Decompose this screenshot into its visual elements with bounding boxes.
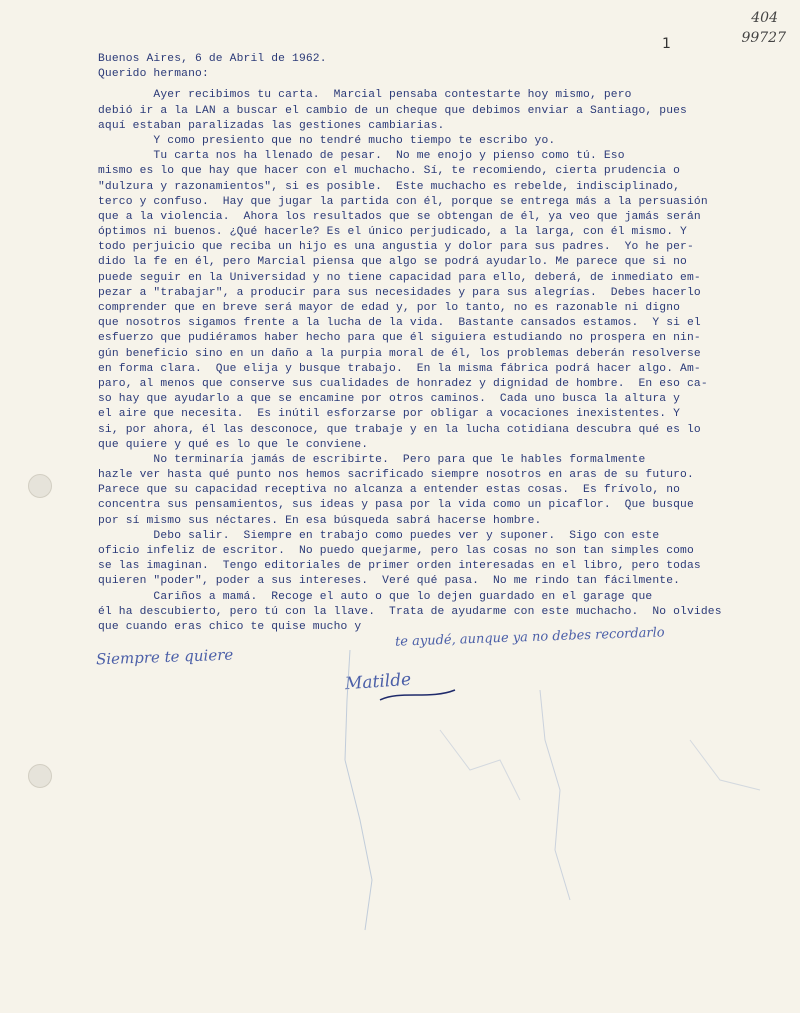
letter-line: comprender que en breve será mayor de edad y, por lo tanto, no es razonable ni digno [98,302,681,314]
letter-line: óptimos ni buenos. ¿Qué hacerle? Es el único perjudicado, a la larga, con él mismo. Y [98,226,687,239]
letter-line: si, por ahora, él las desconoce, que trabaje y en la lucha cotidiana descubra qué es lo [98,423,701,436]
letter-line: quieren "poder", poder a sus intereses. Veré qué pasa. No me rindo tan fácilmente. [98,575,681,588]
letter-line: hazle ver hasta qué punto nos hemos sacrificado siempre nosotros en aras de su futuro. [98,469,694,482]
letter-line: que quiere y qué es lo que le conviene. [98,438,369,451]
letter-line: Buenos Aires, 6 de Abril de 1962. [98,53,327,65]
letter-line: Cariños a mamá. Recoge el auto o que lo dejen guardado en el garage que [98,590,653,603]
letter-line: en forma clara. Que elija y busque trabajo. En la misma fábrica podrá hacer algo. Am- [98,362,701,375]
handwritten-closing: Siempre te quiere [95,645,234,669]
letter-line: se las imaginan. Tengo editoriales de primer orden interesadas en el libro, pero todas [98,560,701,573]
letter-line: debió ir a la LAN a buscar el cambio de un cheque que debimos enviar a Santiago, pues [98,104,687,117]
letter-line: No terminaría jamás de escribirte. Pero para que le hables formalmente [98,453,646,466]
letter-line: oficio infeliz de escritor. No puedo quejarme, pero las cosas no son tan simples como [98,545,694,557]
letter-line: Tu carta nos ha llenado de pesar. No me enojo y pienso como tú. Eso [98,150,625,163]
letter-line: todo perjuicio que reciba un hijo es una angustia y dolor para sus padres. Yo he per- [98,241,694,254]
letter-line: dido la fe en él, pero Marcial piensa que algo se podrá ayudarlo. Me parece que si no [98,256,687,269]
letter-line: mismo es lo que hay que hacer con el muchacho. Sí, te recomiendo, cierta prudencia o [98,165,681,178]
letter-line: terco y confuso. Hay que jugar la partida con él, porque se entrega más a la persuasión [98,195,708,208]
letter-line: que nosotros sigamos frente a la lucha de la vida. Bastante cansados estamos. Y si el [98,317,701,330]
letter-line: aquí estaban paralizadas las gestiones cambiarias. [98,119,445,132]
letter-line: gún beneficio sino en un daño a la purpia moral de él, los problemas deberán resolverse [98,347,701,360]
letter-line: puede seguir en la Universidad y no tiene capacidad para ello, deberá, de inmediato em- [98,271,701,284]
handwritten-continuation: te ayudé, aunque ya no debes recordarlo [394,625,665,650]
letter-line: Querido hermano: [98,68,209,81]
signature: Matilde [344,669,412,695]
letter-line: Parece que su capacidad receptiva no alcanza a entender estas cosas. Es frívolo, no [98,484,681,497]
letter-line: Ayer recibimos tu carta. Marcial pensaba contestarte hoy mismo, pero [98,89,632,102]
letter-line: que a la violencia. Ahora los resultados que se obtengan de él, ya veo que jamás serán [98,210,701,223]
letter-line: Debo salir. Siempre en trabajo como puedes ver y suponer. Sigo con este [98,529,660,542]
letter-line: por sí mismo sus néctares. En esa búsqueda sabrá hacerse hombre. [98,514,542,527]
letter-line: esfuerzo que pudiéramos haber hecho para que él siguiera estudiando no prospera en nin- [98,332,701,345]
letter-line: concentra sus pensamientos, sus ideas y pasa por la vida como un picaflor. Que busque [98,499,694,512]
letter-line: pezar a "trabajar", a producir para sus necesidades y para sus alegrías. Debes hacerlo [98,286,701,299]
letter-line: que cuando eras chico te quise mucho y [98,620,362,633]
page-number: 1 [662,36,671,52]
archive-reference-code: 99727 [741,30,786,46]
archive-reference-top: 404 [751,10,778,26]
letter-line: Y como presiento que no tendré mucho tiempo te escribo yo. [98,134,556,147]
letter-line: el aire que necesita. Es inútil esforzarse por obligar a vocaciones inexistentes. Y [98,408,681,421]
letter-line: "dulzura y razonamientos", si es posible. Este muchacho es rebelde, indisciplinado, [98,180,681,193]
letter-line: él ha descubierto, pero tú con la llave. Trata de ayudarme con este muchacho. No olvides [98,605,722,618]
letter-line: paro, al menos que conserve sus cualidades de honradez y dignidad de hombre. En eso ca- [98,377,708,390]
letter-line: so hay que ayudarlo a que se encamine por otros caminos. Cada uno busca la altura y [98,393,681,406]
